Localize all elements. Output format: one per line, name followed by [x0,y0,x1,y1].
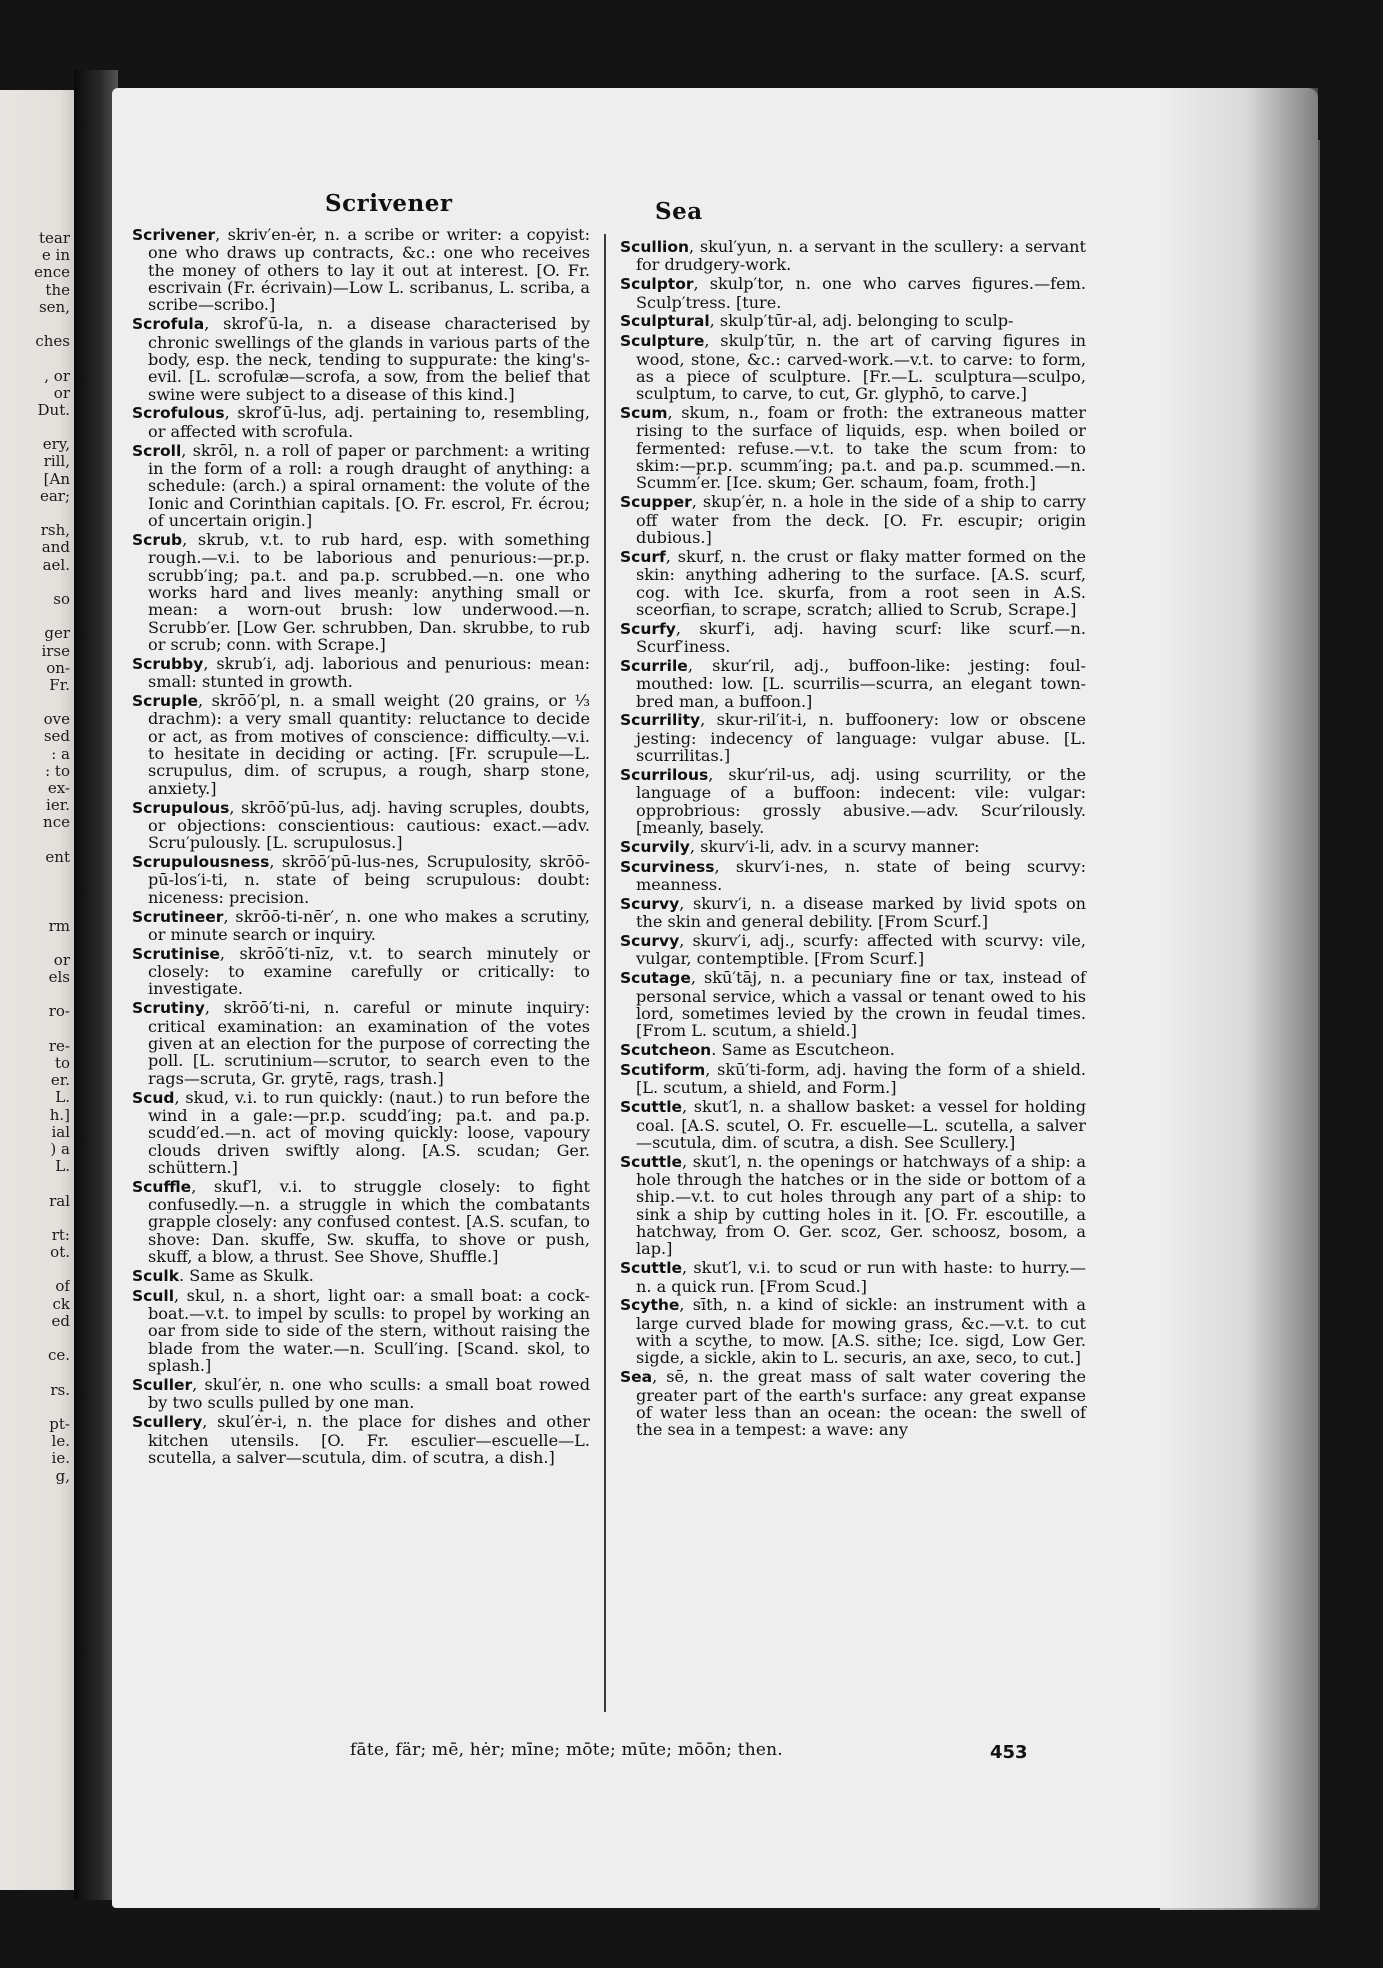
left-page-fragment-line: the [45,281,70,299]
left-page-fragment-line [0,832,70,849]
dictionary-entry [620,858,1086,894]
entry-headword: Scrofulous [132,404,225,423]
pronunciation-key: fāte, fär; mē, hėr; mīne; mōte; mūte; mōōn; then. [350,1740,783,1760]
entry-definition: , skut′l, v.i. to scud or run with haste: to hurry.—n. a quick run. [From Scud.] [636,1258,1086,1296]
entry-definition: , skuf′l, v.i. to struggle closely: to fight confusedly.—n. a struggle in which the combatants grapple closely: any confused contest. [A.S. scufan, to shove: Dan. skuffe, Sw. skuffa, to shove or push, skuff, a blow, a thrust. See Shove, Shuffle.] [148,1176,590,1267]
left-page-fragment-line [0,1399,70,1416]
left-page-fragment-line [0,935,70,952]
entry-headword: Sculpture [620,332,705,351]
entry-headword: Scurrilous [620,765,709,784]
dictionary-entry [132,1413,590,1466]
entry-definition: , skū′ti-form, adj. having the form of a shield. [L. scutum, a shield, and Form.] [636,1059,1086,1098]
left-page-fragment-line: e in [41,247,70,265]
left-page-fragment-line: els [48,969,70,987]
dictionary-entry [620,932,1086,968]
entry-headword: Sculptural [620,312,710,331]
dictionary-entry [132,655,590,691]
dictionary-entry [620,1153,1086,1258]
dictionary-entry [620,404,1086,492]
left-page-fragment [0,90,74,1890]
left-page-fragment-line [0,1210,70,1227]
entry-headword: Scurviness [620,857,715,876]
entry-headword: Scullery [132,1413,203,1432]
left-page-fragment-line: ex- [47,780,70,797]
left-page-fragment-line: le. [51,1433,70,1451]
dictionary-entry [620,766,1086,836]
entry-headword: Scythe [620,1296,680,1315]
entry-headword: Sea [620,1368,653,1387]
left-page-fragment-line: or [53,384,70,402]
dictionary-entry [620,1259,1086,1295]
entry-headword: Scuttle [620,1098,683,1117]
entry-definition: , skut′l, n. a shallow basket: a vessel for holding coal. [A.S. scutel, O. Fr. escuelle—L. scutella, a salver—scutula, dim. of scutra, a dish. See Scullery.] [636,1097,1086,1152]
left-page-fragment-line: er. [50,1072,70,1090]
entry-definition: , skul, n. a short, light oar: a small boat: a cock-boat.—v.t. to impel by sculls: to propel by working an oar from side to side of the stern, without raising the blade from the water.—n. Scull′ing. [Scand. skol, to splash.] [148,1285,590,1376]
entry-definition: , skrōō′ti-ni, n. careful or minute inquiry: critical examination: an examination of the votes given at an election for the purpose of correcting the poll. [L. scrutinium—scrutor, to search even to the rags—scruta, Gr. grytē, rags, trash.] [148,998,590,1088]
entry-definition: , skup′ėr, n. a hole in the side of a ship to carry off water from the deck. [O. Fr. escupir; origin dubious.] [636,492,1086,547]
entry-definition: , skurf′i, adj. having scurf: like scurf.—n. Scurf′iness. [636,618,1086,657]
entry-definition: , skriv′en-ėr, n. a scribe or writer: a copyist: one who draws up contracts, &c.: one who receives the money of others to lay it out at interest. [O. Fr. escrivain (Fr. écrivain)—Low L. scribanus, L. scriba, a scribe—scribo.] [148,225,590,315]
dictionary-entry [620,620,1086,656]
entry-headword: Sculk [132,1266,180,1285]
entry-definition: , skrub′i, adj. laborious and penurious: mean: small: stunted in growth. [148,653,590,692]
entry-definition: , skrōō′pū-lus, adj. having scruples, doubts, or objections: conscientious: cautious: exact.—adv. Scru′pulously. [L. scrupulosus.] [148,797,590,853]
entry-definition: , skrub, v.t. to rub hard, esp. with something rough.—v.i. to be laborious and penurious:—pr.p. scrubb′ing; pa.t. and pa.p. scrubbed.—n. one who works hard and lives meanly: anything small or mean: a worn-out brush: low underwood.—n. Scrubb′er. [Low Ger. schrubben, Dan. skrubbe, to rub or scrub; conn. with Scrape.] [148,529,590,654]
entry-headword: Scull [132,1286,175,1305]
entry-headword: Scutage [620,969,691,988]
dictionary-entry [620,1041,1086,1059]
entry-definition: , skur′ril, adj., buffoon-like: jesting: foul-mouthed: low. [L. scurrilis—scurra, an elegant town-bred man, a buffoon.] [636,655,1086,711]
dictionary-entry [620,711,1086,764]
page-number: 453 [990,1742,1028,1763]
entry-headword: Scruple [132,691,198,710]
entry-definition: , skurv′i, n. a disease marked by livid spots on the skin and general debility. [From Scurf.] [636,893,1086,932]
dictionary-entry [620,493,1086,546]
left-page-fragment-line: ear; [39,487,70,505]
left-page-fragment-line: Dut. [37,401,70,419]
left-page-fragment-line: : a [51,745,70,763]
left-page-fragment-line [0,1175,70,1192]
dictionary-entry [132,404,590,440]
entry-headword: Scupper [620,493,692,512]
entry-headword: Scurrility [620,711,701,730]
left-page-fragment-line: sen, [38,298,70,316]
left-page-fragment-line: or [53,951,70,969]
left-page-fragment-line: g, [55,1467,70,1485]
running-head-left: Scrivener [325,190,453,217]
dictionary-entry [620,1296,1086,1366]
entry-definition: , skul′ėr, n. one who sculls: a small boat rowed by two sculls pulled by one man. [148,1375,590,1413]
dictionary-entry [132,226,590,314]
entry-definition: , skul′yun, n. a servant in the scullery: a servant for drudgery-work. [636,237,1086,275]
entry-definition: , skrof′ū-la, n. a disease characterised by chronic swellings of the glands in various parts of the body, esp. the neck, tending to suppurate: the king's-evil. [L. scrofulæ—scrofa, a sow, from the belief that swine were subject to a disease of this kind.] [148,314,590,404]
entry-definition: , skurf, n. the crust or flaky matter formed on the skin: anything adhering to the surface. [A.S. scurf, cog. with Ice. skurfa, from a root seen in A.S. sceorfian, to scrape, scratch; allied to Scrub, Scrape.] [636,546,1086,619]
entry-headword: Scrutiny [132,999,205,1018]
entry-definition: , sē, n. the great mass of salt water covering the greater part of the earth's surface: any great expanse of water less than an ocean: the ocean: the swell of the sea in a tempest: a wave: any [636,1367,1086,1440]
entry-definition: , skrōl, n. a roll of paper or parchment: a writing in the form of a roll: a rough draught of anything: a schedule: (arch.) a spiral ornament: the volute of the Ionic and Corinthian capitals. [O. Fr. escrol, Fr. écrou; of uncertain origin.] [148,440,590,530]
entry-headword: Scurvy [620,894,680,913]
left-page-fragment-line: re- [48,1037,70,1055]
entry-headword: Scum [620,404,668,423]
entry-definition: , skrōō-ti-nēr′, n. one who makes a scrutiny, or minute search or inquiry. [148,906,590,944]
dictionary-entry [620,1098,1086,1151]
left-page-fragment-line: rill, [43,453,70,471]
entry-definition: , skrōō′pū-lus-nes, Scrupulosity, skrōō-pū-los′i-ti, n. state of being scrupulous: doubt: niceness: precision. [148,852,590,907]
entry-headword: Scurfy [620,619,676,638]
entry-headword: Scuttle [620,1152,683,1171]
right-column [620,238,1086,1440]
entry-definition: , skurv′i-nes, n. state of being scurvy: meanness. [636,856,1086,895]
left-page-fragment-line [0,986,70,1003]
entry-headword: Scrupulousness [132,853,270,872]
left-page-fragment-line: rm [48,917,70,935]
dictionary-entry [620,895,1086,931]
entry-definition: . Same as Escutcheon. [711,1040,895,1060]
left-page-fragment-line: ce. [47,1347,70,1365]
left-page-fragment-line: on- [46,659,70,677]
left-page-fragment-line: pt- [49,1415,70,1433]
left-page-fragment-line [0,1364,70,1381]
entry-headword: Scud [132,1088,175,1107]
entry-headword: Scuffle [132,1177,192,1196]
dictionary-entry [132,1178,590,1266]
entry-headword: Scrutineer [132,907,224,926]
left-page-fragment-line: : to [45,762,70,780]
left-page-fragment-line: ial [51,1123,70,1141]
left-page-fragment-line: ie. [51,1450,70,1468]
entry-definition: , skur′ril-us, adj. using scurrility, or the language of a buffoon: indecent: vile: vulgar: opprobrious: grossly abusive.—adv. Scur′rilously. [meanly, basely. [636,764,1086,837]
left-page-fragment-line: rs. [50,1381,70,1399]
dictionary-entry [132,908,590,944]
entry-headword: Scrutinise [132,944,220,963]
entry-headword: Scurvily [620,837,690,856]
left-page-fragment-line: rt: [51,1226,70,1244]
left-page-fragment-line: ael. [42,556,70,574]
entry-headword: Scuttle [620,1259,683,1278]
left-page-fragment-line: ) a [50,1140,70,1158]
left-page-fragment-line: L. [55,1158,70,1176]
dictionary-entry [132,692,590,797]
entry-headword: Scutiform [620,1060,706,1079]
left-page-fragment-line [0,866,70,883]
entry-headword: Scutcheon [620,1041,712,1060]
dictionary-entry [620,657,1086,710]
entry-definition: , skulp′tūr-al, adj. belonging to sculp- [709,311,1014,331]
left-page-fragment-line [0,1330,70,1347]
dictionary-entry [620,332,1086,402]
dictionary-entry [620,548,1086,618]
entry-definition: , skurv′i, adj., scurfy: affected with scurvy: vile, vulgar, contemptible. [From Scurf.] [636,931,1086,969]
left-page-fragment-line: nce [43,814,70,832]
left-page-fragment-line: ck [52,1295,70,1313]
entry-definition: . Same as Skulk. [179,1265,314,1285]
left-page-fragment-line: ral [49,1192,70,1210]
left-page-fragment-line [0,316,70,333]
dictionary-entry [132,531,590,653]
entry-headword: Scullion [620,238,690,256]
entry-definition: , skud, v.i. to run quickly: (naut.) to run before the wind in a gale:—pr.p. scudd′ing; pa.t. and pa.p. scudd′ed.—n. act of moving quickly: loose, vapoury clouds driven swiftly along. [A.S. scudan; Ger. schüttern.] [148,1087,590,1177]
left-page-fragment-line: to [54,1055,70,1072]
left-page-text [0,230,70,1485]
entry-headword: Scurvy [620,932,680,951]
dictionary-entry [620,838,1086,856]
left-page-fragment-line: h.] [49,1106,70,1124]
left-page-fragment-line [0,505,70,522]
left-page-fragment-line: rsh, [40,522,70,540]
entry-headword: Sculler [132,1376,193,1394]
left-page-fragment-line: Fr. [49,676,70,694]
dictionary-entry [132,1287,590,1375]
entry-headword: Scrofula [132,315,205,334]
left-page-fragment-line: ier. [46,797,70,815]
dictionary-entry [132,315,590,403]
left-page-fragment-line: ent [45,848,70,866]
left-page-fragment-line [0,900,70,917]
left-page-fragment-line: and [41,539,70,557]
entry-headword: Scrubby [132,654,204,673]
entry-headword: Scrivener [132,226,216,244]
left-page-fragment-line: tear [38,230,70,247]
left-page-fragment-line [0,883,70,900]
entry-definition: , skurv′i-li, adv. in a scurvy manner: [689,836,980,856]
left-page-fragment-line: ed [51,1312,70,1330]
left-page-fragment-line: of [55,1278,70,1296]
left-page-fragment-line: [An [43,470,70,488]
entry-headword: Scrupulous [132,798,230,817]
left-page-fragment-line: , or [44,367,70,385]
left-page-fragment-line [0,1021,70,1038]
running-head-right: Sea [655,198,703,225]
left-page-fragment-line: ence [34,264,70,282]
dictionary-entry [620,275,1086,311]
left-page-fragment-line: L. [55,1089,70,1107]
dictionary-entry [620,238,1086,274]
column-divider [604,234,606,1712]
left-page-fragment-line: sed [43,728,70,746]
dictionary-entry [132,1267,590,1285]
entry-definition: , skulp′tūr, n. the art of carving figures in wood, stone, &c.: carved-work.—v.t. to carve: to form, as a piece of sculpture. [Fr.—L. sculptura—sculpo, sculptum, to carve, to cut, Gr. glyphō, to carve.] [636,331,1086,404]
entry-headword: Scurrile [620,656,688,675]
left-page-fragment-line: ro- [48,1003,70,1021]
dictionary-entry [132,799,590,852]
dictionary-entry [132,1089,590,1177]
left-page-fragment-line: ove [43,711,70,729]
left-page-fragment-line: ot. [50,1244,70,1262]
dictionary-entry [132,999,590,1087]
entry-headword: Scurf [620,547,666,566]
left-page-fragment-line [0,694,70,711]
dictionary-entry [132,945,590,998]
entry-definition: , skulp′tor, n. one who carves figures.—fem. Sculp′tress. [ture. [636,274,1086,312]
left-column [132,226,590,1468]
dictionary-entry [620,312,1086,330]
left-page-fragment-line [0,574,70,591]
dictionary-entry [132,442,590,530]
left-page-fragment-line [0,350,70,367]
left-page-fragment-line: so [53,590,70,608]
left-page-fragment-line: ger [44,625,70,643]
dictionary-entry [620,969,1086,1039]
entry-definition: , skrōō′pl, n. a small weight (20 grains, or ⅓ drachm): a very small quantity: reluctance to decide or act, as from motives of conscience: difficulty.—v.i. to hesitate in deciding or acting. [Fr. scrupule—L. scrupulus, dim. of scrupus, a rough, sharp stone, anxiety.] [148,690,590,798]
left-page-fragment-line: irse [41,642,70,660]
entry-headword: Scroll [132,441,182,460]
dictionary-entry [620,1368,1086,1438]
entry-headword: Sculptor [620,275,694,294]
dictionary-entry [132,1376,590,1412]
dictionary-entry [620,1061,1086,1097]
entry-definition: , skut′l, n. the openings or hatchways of a ship: a hole through the hatches or in the side or bottom of a ship.—v.t. to cut holes through any part of a ship: to sink a ship by cutting holes in it. [O. Fr. escoutille, a hatchway, from O. Ger. scoz, Ger. schoosz, bosom, a lap.] [636,1151,1086,1259]
entry-definition: , skū′tāj, n. a pecuniary fine or tax, instead of personal service, which a vassal or tenant owed to his lord, sometimes levied by the crown in feudal times. [From L. scutum, a shield.] [636,968,1086,1041]
left-page-fragment-line [0,1261,70,1278]
entry-definition: , skul′ėr-i, n. the place for dishes and other kitchen utensils. [O. Fr. esculier—escuelle—L. scutella, a salver—scutula, dim. of scutra, a dish.] [148,1412,590,1467]
entry-definition: , sīth, n. a kind of sickle: an instrument with a large curved blade for mowing grass, &c.—v.t. to cut with a scythe, to mow. [A.S. sithe; Ice. sigd, Low Ger. sigde, a sickle, akin to L. securis, an axe, seco, to cut.] [636,1295,1086,1368]
entry-definition: , skrōō′ti-nīz, v.t. to search minutely or closely: to examine carefully or critically: to investigate. [148,943,590,999]
entry-headword: Scrub [132,530,183,549]
left-page-fragment-line [0,608,70,625]
entry-definition: , skum, n., foam or froth: the extraneous matter rising to the surface of liquids, esp. when boiled or fermented: refuse.—v.t. to take the scum from: to skim:—pr.p. scumm′ing; pa.t. and pa.p. scummed.—n. Scumm′er. [Ice. skum; Ger. schaum, foam, froth.] [636,403,1086,493]
left-page-fragment-line: ery, [42,436,70,454]
entry-definition: , skur-ril′it-i, n. buffoonery: low or obscene jesting: indecency of language: vulgar abuse. [L. scurrilitas.] [636,710,1086,766]
left-page-fragment-line: ches [35,333,70,351]
entry-definition: , skrof′ū-lus, adj. pertaining to, resembling, or affected with scrofula. [148,403,590,441]
dictionary-entry [132,853,590,906]
left-page-fragment-line [0,419,70,436]
